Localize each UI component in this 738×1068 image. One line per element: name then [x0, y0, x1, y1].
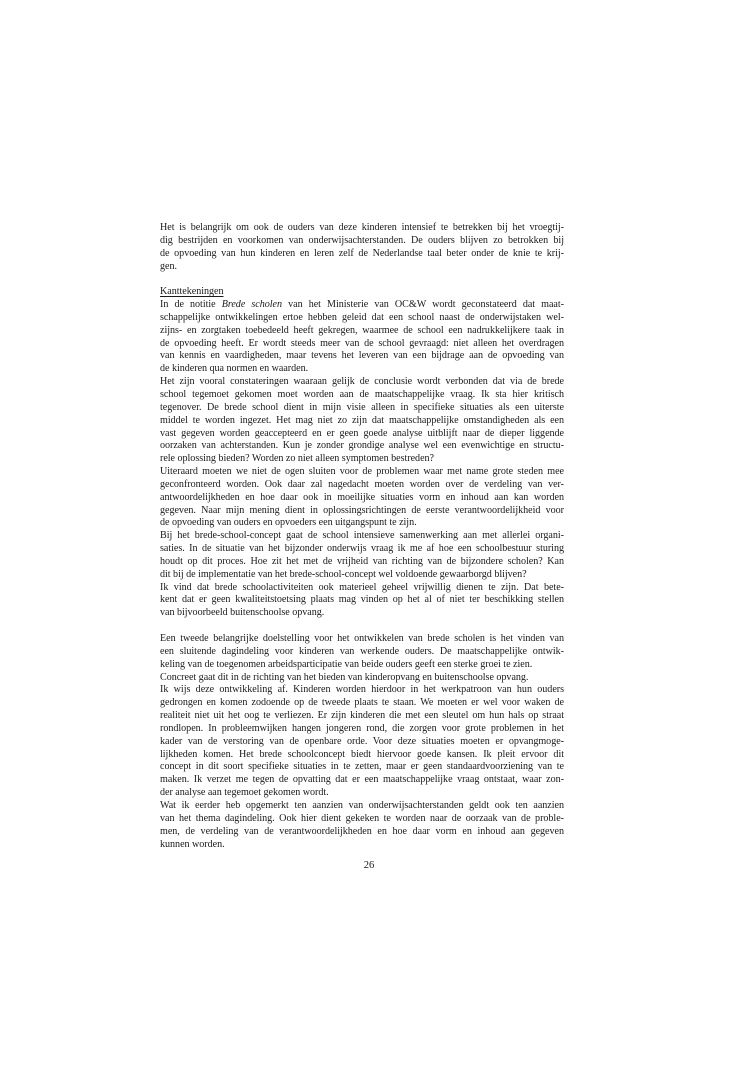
text-line: dig bestrijden en voorkomen van onderwijsachterstanden. De ouders blijven zo betrokken bij: [160, 234, 564, 246]
text-line: middel te worden ingezet. Het mag niet zo zijn dat maatschappelijke omstandigheden als een: [160, 414, 564, 426]
paragraph-gap: [160, 620, 564, 633]
text-line: antwoordelijkheden en hoe daar ook in moeilijke situaties vorm en inhoud aan kan worden: [160, 491, 564, 503]
text-line: gegeven. Naar mijn mening dient in oplossingsrichtingen de eerste verantwoordelijkheid voor: [160, 504, 564, 516]
text-line: Bij het brede-school-concept gaat de school intensieve samenwerking aan met allerlei organi-: [160, 530, 564, 542]
text-line: geconfronteerd worden. Ook daar zal nagedacht moeten worden over de verdeling van ver-: [160, 478, 564, 490]
text-line: tegenover. De brede school dient in mijn visie alleen in specifieke situaties als een uiterste: [160, 401, 564, 413]
text-line: kent dat er geen kwaliteitstoetsing plaats mag vinden op het al of niet ter beschikking stellen: [160, 594, 564, 606]
text-line: de opvoeding van ouders en opvoeders een uitgangspunt te zijn.: [160, 517, 417, 529]
body-text: [160, 222, 564, 851]
text-line: Een tweede belangrijke doelstelling voor het ontwikkelen van brede scholen is het vinden van: [160, 633, 564, 644]
text-line: der analyse aan tegemoet gekomen wordt.: [160, 787, 329, 799]
text-line: maken. Ik verzet me tegen de opvatting dat er een maatschappelijke vraag ontstaat, waar zon-: [160, 774, 564, 786]
text-line: Ik vind dat brede schoolactiviteiten ook materieel geheel vrijwillig dienen te zijn. Dat bete-: [160, 581, 564, 593]
text-line: van bijvoorbeeld buitenschoolse opvang.: [160, 607, 325, 619]
text-line: In de notitie Brede scholen van het Ministerie van OC&W wordt geconstateerd dat maat-: [160, 299, 564, 311]
text-line: lijkheden komen. Het brede schoolconcept biedt hiervoor goede kansen. Ik pleit ervoor dit: [160, 748, 564, 760]
text-line: Ik wijs deze ontwikkeling af. Kinderen worden hierdoor in het werkpatroon van hun ouders: [160, 684, 564, 696]
text-line: Uiteraard moeten we niet de ogen sluiten voor de problemen waar met name grote steden mee: [160, 466, 564, 478]
text-line: concept in dit soort specifieke situaties in te zetten, maar er geen standaardvoorziening van te: [160, 761, 564, 773]
text-line: dit bij de implementatie van het brede-school-concept wel voldoende gewaarborgd blijven?: [160, 568, 527, 580]
text-line: schappelijke ontwikkelingen ertoe hebben geleid dat een school naast de onderwijstaken wel-: [160, 311, 564, 323]
text-line: de opvoeding heeft. Er wordt steeds meer van de school gevraagd: niet alleen het overdragen: [160, 337, 564, 349]
text-line: keling van de toegenomen arbeidsparticipatie van beide ouders geeft een sterke groei te zien.: [160, 658, 533, 670]
text-line: houdt op dit proces. Hoe zit het met de vrijheid van richting van de bijzondere scholen? Kan: [160, 555, 564, 567]
text-line: van kennis en vaardigheden, maar tevens het leveren van een bijdrage aan de opvoeding van: [160, 350, 564, 362]
text-line: realiteit niet uit het oog te verliezen. Er zijn kinderen die met een sleutel om hun hals op straat: [160, 710, 564, 722]
text-line: vast gegeven worden geaccepteerd en er geen goede analyse uitblijft naar de dieper liggende: [160, 427, 564, 439]
text-line: de opvoeding van hun kinderen en leren zelf de Nederlandse taal beter onder de knie te krij-: [160, 247, 564, 259]
text-line: Wat ik eerder heb opgemerkt ten aanzien van onderwijsachterstanden geldt ook ten aanzien: [160, 799, 564, 811]
text-line: de kinderen qua normen en waarden.: [160, 363, 309, 375]
text-line: een sluitende dagindeling voor kinderen van werkende ouders. De maatschappelijke ontwik-: [160, 645, 564, 657]
page-number: 26: [363, 860, 375, 871]
text-line: gedrongen en komen zodoende op de tweede plaats te staan. We moeten er wel voor waken de: [160, 697, 564, 709]
text-line: saties. In de situatie van het bijzonder onderwijs vraag ik me af hoe een schoolbestuur sturing: [160, 543, 564, 555]
text-line: Concreet gaat dit in de richting van het bieden van kinderopvang en buitenschoolse opvang.: [160, 671, 529, 683]
text-line: van het thema dagindeling. Ook hier dient gekeken te worden naar de oorzaak van de proble-: [160, 812, 564, 824]
text-line: rondlopen. In probleemwijken hangen jongeren rond, die zorgen voor grote problemen in het: [160, 722, 564, 734]
text-line: gen.: [160, 260, 177, 272]
paragraph-gap: [160, 273, 564, 286]
text-line: oorzaken van achterstanden. Kun je zonder grondige analyse wel een evenwichtige en structu-: [160, 440, 564, 452]
text-line: kader van de verstoring van de openbare orde. Voor deze situaties moeten er opvangmoge-: [160, 735, 564, 747]
publication-title: Brede scholen: [221, 299, 283, 311]
text-line: Het is belangrijk om ook de ouders van deze kinderen intensief te betrekken bij het vroegtij-: [160, 222, 564, 233]
text-line: zijns- en zorgtaken toebedeeld heeft gekregen, waarmee de school een nadrukkelijkere taak in: [160, 324, 564, 336]
text-line: Het zijn vooral constateringen waaraan gelijk de conclusie wordt verbonden dat via de brede: [160, 376, 564, 388]
text-line: rele oplossing bieden? Worden zo niet alleen symptomen bestreden?: [160, 453, 434, 465]
text-line: kunnen worden.: [160, 838, 225, 850]
section-heading: Kanttekeningen: [160, 286, 224, 298]
text-line: men, de verdeling van de verantwoordelijkheden en hoe daar vorm en inhoud aan gegeven: [160, 825, 564, 837]
text-line: school tegemoet gekomen moet worden aan de maatschappelijke vraag. Ik sta hier kritisch: [160, 388, 564, 400]
